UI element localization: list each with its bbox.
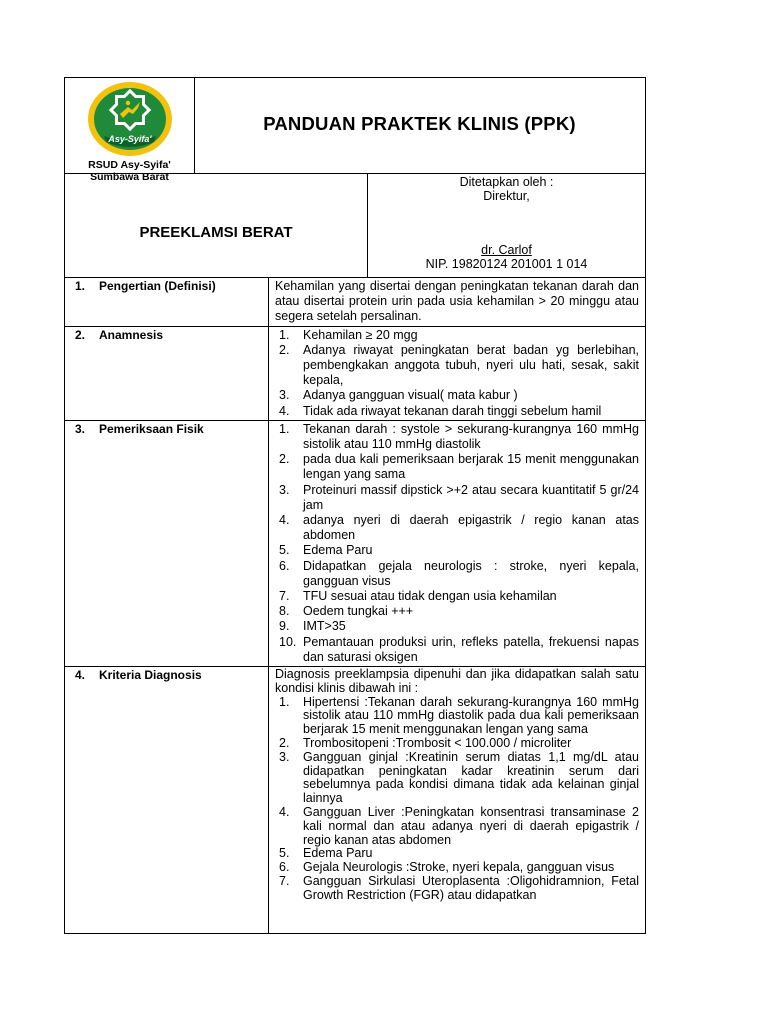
item-number: 3.: [279, 388, 290, 403]
item-text: Edema Paru: [303, 846, 373, 861]
section-title: Pemeriksaan Fisik: [99, 421, 204, 436]
list-item: [275, 559, 639, 589]
item-number: 4.: [279, 403, 290, 418]
item-text: Adanya gangguan visual( mata kabur ): [303, 388, 518, 403]
list-item: [275, 635, 639, 665]
item-text: Tidak ada riwayat tekanan darah tinggi sebelum hamil: [303, 403, 602, 418]
document-title: PANDUAN PRAKTEK KLINIS (PPK): [263, 112, 576, 134]
item-text: Hipertensi :Tekanan darah sekurang-kurangnya 160 mmHg sistolik atau 110 mmHg diastolik pada dua kali pemeriksaan berjarak 15 menit menggunakan lengan yang sama: [303, 694, 639, 737]
item-number: 7.: [279, 589, 290, 604]
item-text: Proteinuri massif dipstick >+2 atau secara kuantitatif 5 gr/24 jam: [303, 482, 639, 512]
topic-title: PREEKLAMSI BERAT: [65, 173, 368, 277]
section-title: Kriteria Diagnosis: [99, 668, 202, 683]
list-item: [275, 619, 639, 634]
list-item: [275, 847, 639, 861]
section-content: [269, 667, 646, 934]
item-number: 6.: [279, 860, 290, 875]
section-number: 1.: [75, 279, 86, 293]
section-number: 2.: [75, 327, 86, 342]
item-text: Tekanan darah : systole > sekurang-kurangnya 160 mmHg sistolik atau 110 mmHg diastolik: [303, 421, 639, 452]
item-text: TFU sesuai atau tidak dengan usia kehamilan: [303, 589, 557, 604]
logo-cell: [65, 78, 195, 183]
item-number: 4.: [279, 513, 290, 528]
item-text: Gangguan ginjal :Kreatinin serum diatas 1,1 mg/dL atau didapatkan peningkatan kadar kreatinin serum dari sebelumnya pada kondisi dimana tidak ada kelainan ginjal lainnya: [303, 749, 639, 806]
table-row: [65, 667, 646, 934]
approval-cell: [368, 173, 645, 277]
item-number: 2.: [279, 736, 290, 751]
physical-exam-list: [275, 422, 639, 665]
item-number: 1.: [279, 694, 290, 709]
section-title: Anamnesis: [99, 327, 164, 342]
list-item: [275, 751, 639, 806]
item-text: Kehamilan ≥ 20 mgg: [303, 327, 418, 342]
definition-text: Kehamilan yang disertai dengan peningkatan tekanan darah dan atau disertai protein urin pada usia kehamilan > 20 minggu atau segera setelah persalinan.: [275, 279, 639, 324]
guideline-table: [64, 277, 646, 934]
table-row: [65, 326, 646, 420]
item-text: pada dua kali pemeriksaan berjarak 15 menit menggunakan lengan yang sama: [303, 452, 639, 482]
item-number: 6.: [279, 558, 290, 573]
item-text: adanya nyeri di daerah epigastrik / regio kanan atas abdomen: [303, 513, 639, 543]
list-item: [275, 737, 639, 751]
item-text: Gejala Neurologis :Stroke, nyeri kepala, gangguan visus: [303, 860, 615, 875]
item-number: 2.: [279, 452, 290, 467]
org-line-2: Sumbawa Barat: [90, 171, 169, 183]
list-item: [275, 875, 639, 903]
org-line-1: RSUD Asy-Syifa': [88, 159, 171, 171]
item-text: Didapatkan gejala neurologis : stroke, nyeri kepala, gangguan visus: [303, 558, 639, 588]
item-text: Pemantauan produksi urin, refleks patella, frekuensi napas dan saturasi oksigen: [303, 634, 639, 664]
item-number: 5.: [279, 543, 290, 558]
list-item: [275, 452, 639, 482]
section-number: 4.: [75, 668, 86, 683]
list-item: [275, 806, 639, 847]
table-row: [65, 278, 646, 327]
list-item: [275, 589, 639, 604]
item-text: Adanya riwayat peningkatan berat badan yg berlebihan, pembengkakan anggota tubuh, nyeri ulu hati, sesak, sakit kepala,: [303, 342, 639, 388]
section-content: [269, 326, 646, 420]
diagnosis-intro: Diagnosis preeklampsia dipenuhi dan jika didapatkan salah satu kondisi klinis dibawah ini :: [275, 668, 639, 695]
signatory-nip: NIP. 19820124 201001 1 014: [425, 257, 588, 271]
logo-text: Asy-Syifa': [108, 134, 152, 144]
diagnosis-criteria-list: [275, 696, 639, 903]
item-text: Gangguan Sirkulasi Uteroplasenta :Oligohidramnion, Fetal Growth Restriction (FGR) atau didapatkan: [303, 874, 639, 902]
table-row: [65, 420, 646, 666]
item-number: 2.: [279, 342, 290, 357]
list-item: [275, 422, 639, 452]
section-label: [65, 667, 269, 934]
item-number: 9.: [279, 619, 290, 634]
list-item: [275, 343, 639, 389]
item-text: Edema Paru: [303, 543, 373, 558]
item-text: IMT>35: [303, 619, 346, 634]
item-number: 7.: [279, 874, 290, 889]
section-label: [65, 420, 269, 666]
section-label: [65, 326, 269, 420]
signatory-name: dr. Carlof: [481, 243, 532, 257]
list-item: [275, 404, 639, 419]
list-item: [275, 388, 639, 403]
item-number: 4.: [279, 805, 290, 820]
list-item: [275, 483, 639, 513]
hospital-logo: [86, 80, 174, 158]
title-block: [64, 173, 646, 278]
list-item: [275, 861, 639, 875]
section-content: [269, 278, 646, 327]
item-text: Oedem tungkai +++: [303, 604, 414, 619]
list-item: [275, 513, 639, 543]
list-item: [275, 543, 639, 558]
list-item: [275, 328, 639, 343]
item-number: 3.: [279, 482, 290, 497]
set-by-label: Ditetapkan oleh :: [459, 175, 554, 189]
approver-position: Direktur,: [483, 189, 530, 203]
item-text: Gangguan Liver :Peningkatan konsentrasi transaminase 2 kali normal dan atau adanya nyeri di daerah epigastrik / regio kanan atas abdomen: [303, 805, 639, 847]
item-number: 8.: [279, 604, 290, 619]
section-content: [269, 420, 646, 666]
item-number: 1.: [279, 421, 290, 436]
section-number: 3.: [75, 421, 86, 436]
list-item: [275, 604, 639, 619]
item-number: 3.: [279, 749, 290, 764]
item-text: Trombositopeni :Trombosit < 100.000 / microliter: [303, 736, 572, 751]
item-number: 5.: [279, 846, 290, 861]
list-item: [275, 696, 639, 737]
anamnesis-list: [275, 328, 639, 419]
section-title: Pengertian (Definisi): [99, 279, 216, 293]
item-number: 10.: [279, 634, 297, 649]
section-label: [65, 278, 269, 327]
item-number: 1.: [279, 327, 290, 342]
